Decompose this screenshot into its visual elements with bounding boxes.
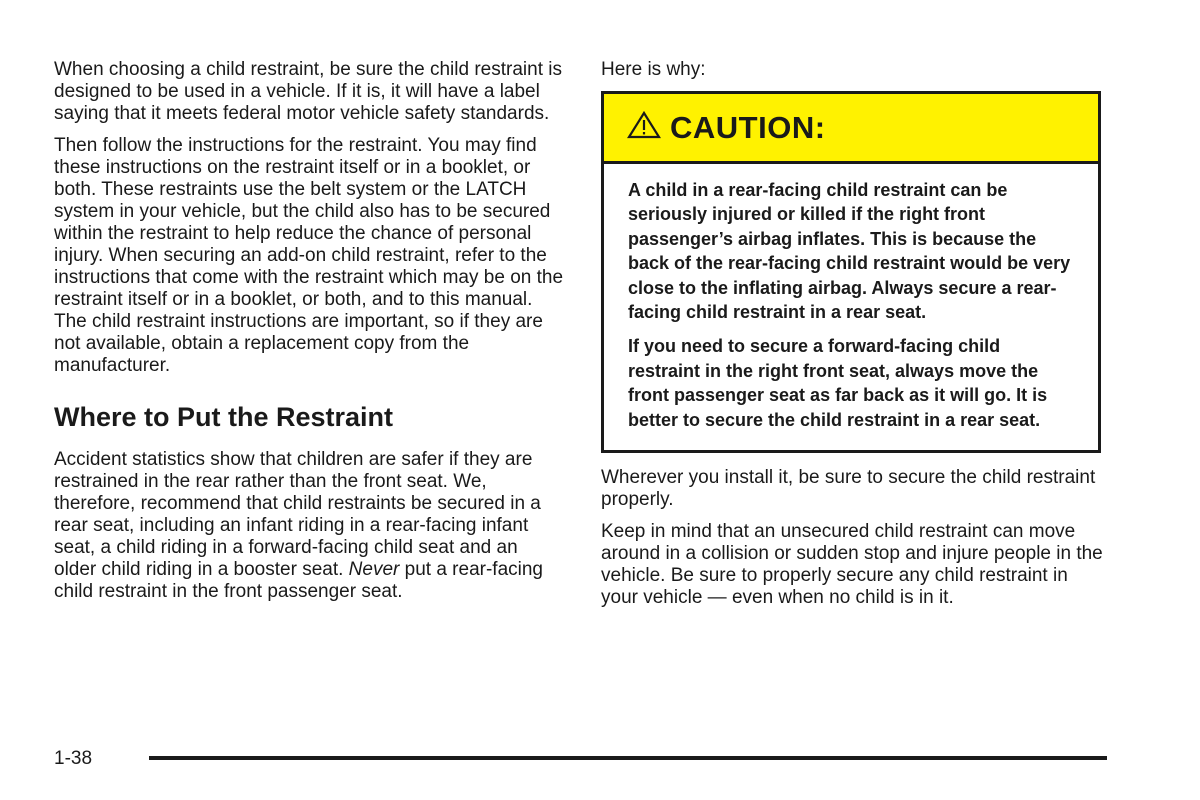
- page-footer: [54, 747, 1107, 777]
- footer-rule: [149, 756, 1107, 760]
- caution-box: [601, 91, 1101, 453]
- choosing-restraint-paragraph: When choosing a child restraint, be sure the child restraint is designed to be used in a vehicle. If it is, it will have a label saying that it meets federal motor vehicle safety standards.: [54, 59, 562, 124]
- left-column: [54, 59, 564, 613]
- caution-header: [604, 94, 1098, 164]
- accident-statistics-paragraph: [54, 449, 564, 603]
- caution-paragraph-rear-facing: A child in a rear-facing child restraint can be seriously injured or killed if the right front passenger’s airbag inflates. This is because the back of the rear-facing child restraint would be very close to the inflating airbag. Always secure a rear-facing child restraint in a rear seat.: [628, 180, 1071, 323]
- accident-statistics-text: Accident statistics show that children are safer if they are restrained in the rear rather than the front seat. We, therefore, recommend that child restraints be secured in a rear seat, including an infant riding in a rear-facing infant seat, a child riding in a forward-facing child seat and an older child riding in a booster seat.: [54, 449, 541, 580]
- page-number: 1-38: [54, 748, 93, 769]
- here-is-why-text: Here is why:: [601, 59, 706, 80]
- warning-triangle-icon: [626, 110, 662, 140]
- accident-statistics-text-end: put a rear-facing child restraint in the front passenger seat.: [54, 559, 543, 602]
- caution-title: CAUTION:: [670, 109, 826, 145]
- right-column: [601, 59, 1107, 619]
- caution-paragraph-forward-facing: If you need to secure a forward-facing child restraint in the right front seat, always move the front passenger seat as far back as it will go. It is better to secure the child restraint in a rear seat.: [628, 336, 1048, 430]
- unsecured-restraint-paragraph: Keep in mind that an unsecured child restraint can move around in a collision or sudden stop and injure people in the vehicle. Be sure to properly secure any child restraint in your vehicle — even when no child is in it.: [601, 521, 1103, 609]
- follow-instructions-paragraph: Then follow the instructions for the restraint. You may find these instructions on the restraint itself or in a booklet, or both. These restraints use the belt system or the LATCH system in your vehicle, but the child also has to be secured within the restraint to help reduce the chance of personal injury. When securing an add-on child restraint, refer to the instructions that come with the restraint which may be on the restraint itself or in a booklet, or both, and to this manual. The child restraint instructions are important, so if they are not available, obtain a replacement copy from the manufacturer.: [54, 135, 564, 376]
- section-heading: Where to Put the Restraint: [54, 402, 394, 432]
- install-properly-paragraph: Wherever you install it, be sure to secure the child restraint properly.: [601, 467, 1096, 511]
- never-emphasis: Never: [348, 559, 400, 580]
- caution-body: [604, 164, 1098, 450]
